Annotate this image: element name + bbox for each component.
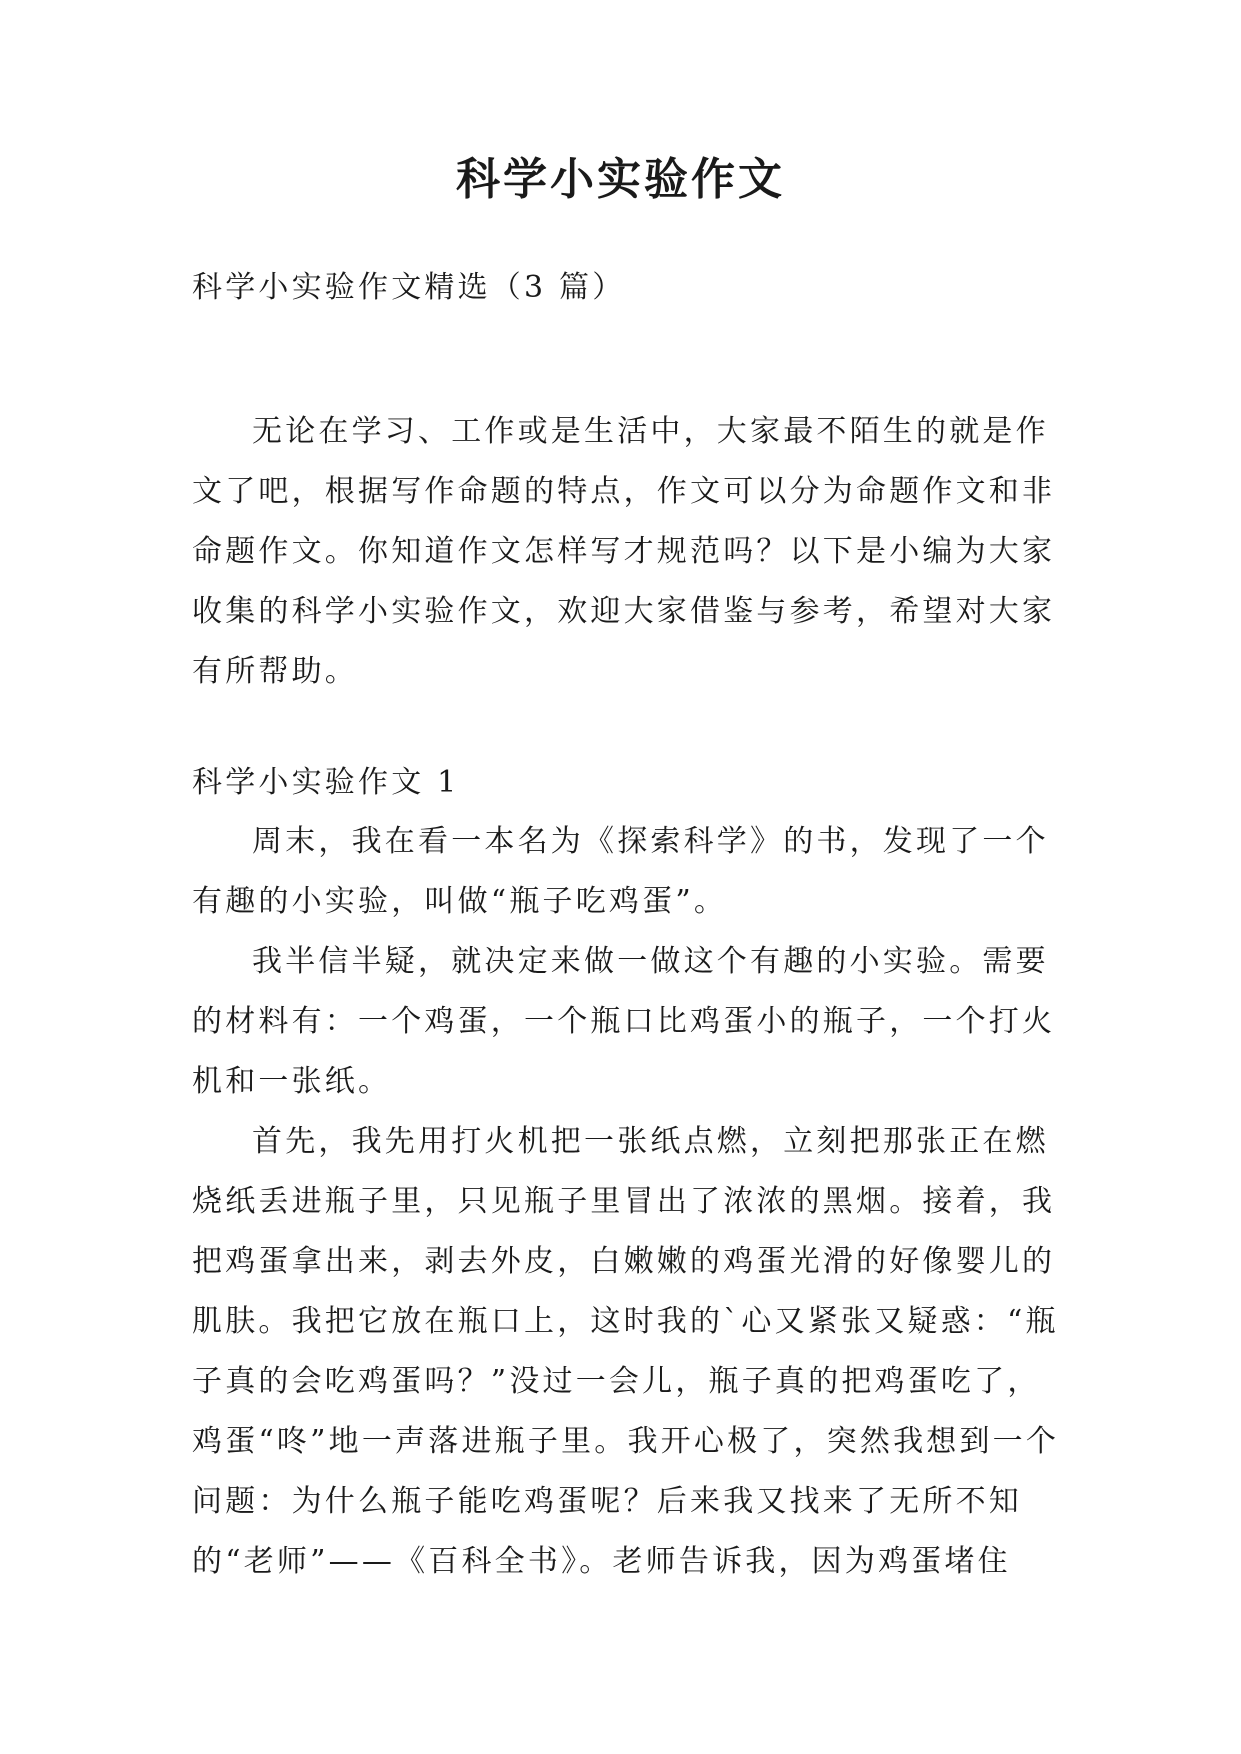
essay-paragraph: 周末，我在看一本名为《探索科学》的书，发现了一个有趣的小实验，叫做“瓶子吃鸡蛋”。	[192, 824, 1049, 919]
document-subtitle: 科学小实验作文精选（3 篇）	[192, 270, 626, 305]
document-title: 科学小实验作文	[456, 154, 785, 205]
section-heading: 科学小实验作文 1	[192, 765, 460, 800]
essay-paragraph: 我半信半疑，就决定来做一做这个有趣的小实验。需要的材料有：一个鸡蛋，一个瓶口比鸡蛋小的瓶子，一个打火机和一张纸。	[192, 944, 1056, 1099]
essay-paragraph: 首先，我先用打火机把一张纸点燃，立刻把那张正在燃烧纸丢进瓶子里，只见瓶子里冒出了浓浓的黑烟。接着，我把鸡蛋拿出来，剥去外皮，白嫩嫩的鸡蛋光滑的好像婴儿的肌肤。我把它放在瓶口上，这时我的`心又紧张又疑惑：“瓶子真的会吃鸡蛋吗？”没过一会儿，瓶子真的把鸡蛋吃了，鸡蛋“咚”地一声落进瓶子里。我开心极了，突然我想到一个问题：为什么瓶子能吃鸡蛋呢？后来我又找来了无所不知的“老师”——《百科全书》。老师告诉我，因为鸡蛋堵住	[192, 1124, 1060, 1579]
essay-body	[192, 812, 1072, 1592]
intro-paragraph: 无论在学习、工作或是生活中，大家最不陌生的就是作文了吧，根据写作命题的特点，作文可以分为命题作文和非命题作文。你知道作文怎样写才规范吗？以下是小编为大家收集的科学小实验作文，欢迎大家借鉴与参考，希望对大家有所帮助。	[192, 414, 1056, 689]
